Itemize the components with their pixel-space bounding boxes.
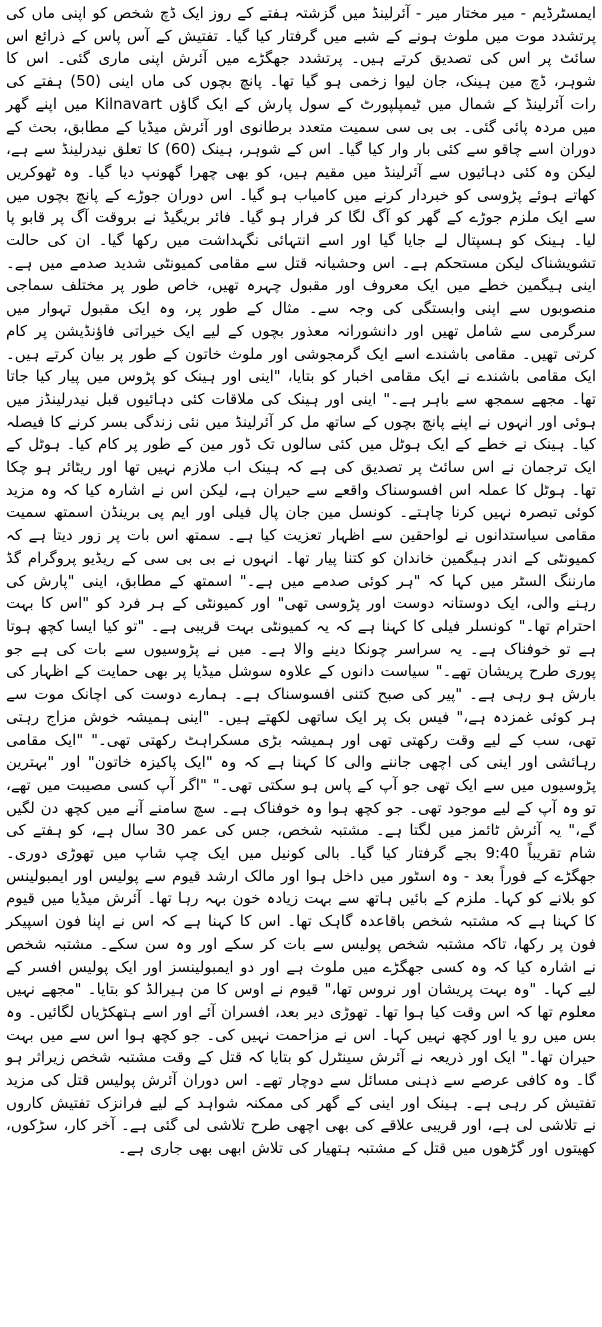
article-body bbox=[6, 2, 596, 1160]
article-paragraph: ایمسٹرڈیم - میر مختار میر - آئرلینڈ میں گزشتہ ہفتے کے روز ایک ڈچ شخص کو اپنی ماں کی پرتشدد موت میں ملوث ہونے کے شبے میں گرفتار کیا گیا۔ تفتیش کے آس پاس کے ذرائع اس سائٹ پر اس کی تصدیق کرتے ہیں۔ پرتشدد جھگڑے میں آئرش اپنی ماری گئی۔ اس کا شوہر، ڈچ مین ہینک، جان لیوا زخمی ہو گیا تھا۔ پانچ بچوں کی ماں اینی (50) ہفتے کی رات آئرلینڈ کے شمال میں ٹیمپلپورٹ کے سول پارش کے ایک گاؤں Kilnavart میں اپنے گھر میں مردہ پائی گئی۔ بی بی سی سمیت متعدد برطانوی اور آئرش میڈیا کے مطابق، بحث کے دوران اسے چاقو سے کئی بار وار کیا گیا۔ اس کے شوہر، ہینک (60) کا تعلق نیدرلینڈ سے ہے، لیکن وہ کئی دہائیوں سے آئرلینڈ میں مقیم ہیں، کو بھی چھرا گھونپ دیا گیا۔ وہ ٹھوکریں کھاتے ہوئے پڑوسی کو خبردار کرنے میں کامیاب ہو گیا۔ اس دوران جوڑے کے پانچ بچوں میں سے ایک ملزم جوڑے کے گھر کو آگ لگا کر فرار ہو گیا۔ فائر بریگیڈ نے بروقت آگ پر قابو پا لیا۔ ہینک کو ہسپتال لے جایا گیا اور اسے انتہائی نگہداشت میں رکھا گیا۔ ان کی حالت تشویشناک لیکن مستحکم ہے۔ اس وحشیانہ قتل سے مقامی کمیونٹی شدید صدمے میں ہے۔ اینی ہیگمین خطے میں ایک معروف اور مقبول چہرہ تھیں، خاص طور پر مختلف سماجی منصوبوں سے اپنی وابستگی کی وجہ سے۔ مثال کے طور پر، وہ ایک مقبول تہوار میں سرگرمی سے شامل تھیں اور دانشورانہ معذور بچوں کے لیے ایک خیراتی فاؤنڈیشن پر کام کرتی تھیں۔ مقامی باشندے اسے ایک گرمجوشی اور ملوث خاتون کے طور پر بیان کرتے ہیں۔ ایک مقامی باشندے نے ایک مقامی اخبار کو بتایا، "اینی اور ہینک کو پڑوس میں پیار کیا جاتا تھا۔ مجھے سمجھ سے باہر ہے۔" اینی اور ہینک کی ملاقات کئی دہائیوں قبل نیدرلینڈز میں ہوئی اور انہوں نے اپنے پانچ بچوں کے ساتھ مل کر آئرلینڈ میں نئی زندگی بسر کرنے کا فیصلہ کیا۔ ہینک نے خطے کے ایک ہوٹل میں کئی سالوں تک ڈور مین کے طور پر کام کیا۔ ہوٹل کے ایک ترجمان نے اس سائٹ پر تصدیق کی ہے کہ ہینک اب ملازم نہیں تھا اور ریٹائر ہو چکا تھا۔ ہوٹل کا عملہ اس افسوسناک واقعے سے حیران ہے، لیکن اس نے اشارہ کیا کہ وہ مزید کوئی تبصرہ نہیں کرنا چاہتے۔ کونسل مین جان پال فیلی اور ایم پی برینڈن اسمتھ سمیت مقامی سیاستدانوں نے لواحقین سے اظہار تعزیت کیا ہے۔ سمتھ اس بات پر زور دیتا ہے کہ کمیونٹی کے اندر ہیگمین خاندان کو کتنا پیار تھا۔ انہوں نے بی بی سی کے ریڈیو پروگرام گڈ مارننگ السٹر میں کہا کہ "ہر کوئی صدمے میں ہے۔" اسمتھ کے مطابق، اینی "پارش کی رہنے والی، ایک دوستانہ دوست اور پڑوسی تھی" اور کمیونٹی کے ہر فرد کو "اس کا بہت احترام تھا۔" کونسلر فیلی کا کہنا ہے کہ یہ کمیونٹی بہت قریبی ہے۔ "تو کیا ایسا کچھ ہوتا ہے تو خوفناک ہے۔ یہ سراسر چونکا دینے والا ہے۔ میں نے پڑوسیوں سے بات کی ہے جو پوری طرح پریشان تھے۔" سیاست دانوں کے علاوہ سوشل میڈیا پر بھی حمایت کے اظہار کی بارش ہو رہی ہے۔ "پیر کی صبح کتنی افسوسناک ہے۔ ہمارے دوست کی اچانک موت سے ہر کوئی غمزدہ ہے،" فیس بک پر ایک ساتھی لکھتے ہیں۔ "اینی ہمیشہ خوش مزاج رہتی تھی، سب کے لیے وقت رکھتی تھی اور ہمیشہ بڑی مسکراہٹ رکھتی تھی۔" "ایک مقامی رہائشی اور اینی کی اچھی جاننے والی کا کہنا ہے کہ وہ "ایک پاکیزہ خاتون" اور "بہترین پڑوسیوں میں سے ایک تھی جو آپ کے پاس ہو سکتی تھی۔" "اگر آپ کسی مصیبت میں تھے، تو وہ آپ کے لیے موجود تھی۔ جو کچھ ہوا وہ خوفناک ہے۔ سچ سامنے آنے میں کچھ دن لگیں گے،" یہ آئرش ٹائمز میں لگتا ہے۔ مشتبہ شخص، جس کی عمر 30 سال ہے، کو ہفتے کی شام تقریباً 9:40 بجے گرفتار کیا گیا۔ بالی کونیل میں ایک چپ شاپ میں تھوڑی دوری۔ جھگڑے کے فوراً بعد - وہ اسٹور میں داخل ہوا اور مالک ارشد قیوم سے پولیس اور ایمبولینس کو بلانے کو کہا۔ ملزم کے بائیں ہاتھ سے بہت زیادہ خون بہہ رہا تھا۔ آئرش میڈیا میں قیوم کا کہنا ہے کہ مشتبہ شخص باقاعدہ گاہک تھا۔ اس کا کہنا ہے کہ اس نے اپنا فون اسپیکر فون پر رکھا، تاکہ مشتبہ شخص پولیس سے بات کر سکے اور وہ سن سکے۔ مشتبہ شخص نے اشارہ کیا کہ وہ کسی جھگڑے میں ملوث ہے اور دو ایمبولینسز اور ایک پولیس افسر کے لیے کہا۔ "وہ بہت پریشان اور نروس تھا،" قیوم نے اوس کا من ہیرالڈ کو بتایا۔ "مجھے نہیں معلوم تھا کہ اس وقت کیا ہوا تھا۔ تھوڑی دیر بعد، افسران آئے اور اسے ہتھکڑیاں لگائیں۔ وہ بس میں رو یا اور کچھ نہیں کہا۔ اس نے مزاحمت نہیں کی۔ جو کچھ ہوا اس سے میں بہت حیران تھا۔" ایک اور ذریعہ نے آئرش سینٹرل کو بتایا کہ قتل کے وقت مشتبہ شخص زیراثر ہو گا۔ وہ کافی عرصے سے ذہنی مسائل سے دوچار تھے۔ اس دوران آئرش پولیس قتل کی مزید تفتیش کر رہی ہے۔ ہینک اور اینی کے گھر کی ممکنہ شواہد کے لیے فرانزک تفتیش کاروں نے تلاشی لی ہے، اور قریبی علاقے کی بھی اچھی طرح تلاشی لی گئی ہے۔ آخر کار، سڑکوں، کھیتوں اور گڑھوں میں قتل کے مشتبہ ہتھیار کی تلاش ابھی بھی جاری ہے۔ bbox=[6, 4, 596, 1158]
